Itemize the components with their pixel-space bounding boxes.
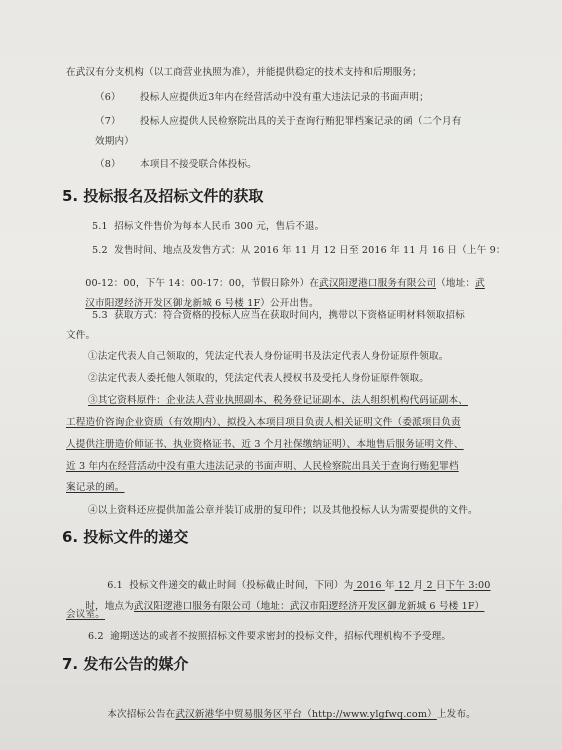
deadline-month: 12 (394, 580, 414, 591)
section-heading: 7. 发布公告的媒介 (62, 655, 189, 673)
company-address: 汉市阳逻经济开发区御龙新城 6 号楼 1F (85, 298, 261, 309)
platform-link: 武汉新港华中贸易服务区平台（http://www.ylgfwq.com） (175, 709, 437, 720)
deadline-day: 2 (423, 580, 436, 591)
company-name: 武汉阳逻港口服务有限公司 (319, 278, 437, 289)
deadline-time: 下午 3:00 (445, 580, 491, 591)
section-heading: 5. 投标报名及招标文件的获取 (62, 187, 264, 205)
document-page: 在武汉有分支机构（以工商营业执照为准），并能提供稳定的技术支持和后期服务； （6） 投标人应提供近3年内在经营活动中没有重大违法记录的书面声明； （7） 投标人应提供人民检察院出具的关于查询行贿犯罪档案记录的函（二个月有 效期内） （8） 本项目不接受联合体投标。 5. 投标报名及招标文件的获取 5.1 招标文件售价为每本人民币 300 元，售后不退。 5.2 发售时间、地点及发售方式：从 2016 年 11 月 12 日至 2016 年 11 月 16 日（上午 9： 00-12：00，下午 14：00-17：00，节假日除外）在武汉阳逻港口服务有限公司（地址：武 汉市阳逻经济开发区御龙新城 6 号楼 1F）公开出售。 5.3 获取方式：符合资格的投标人应当在获取时间内，携带以下资格证明材料领取招标 文件。 ①法定代表人自己领取的，凭法定代表人身份证明书及法定代表人身份证原件领取。 ②法定代表人委托他人领取的，凭法定代表人授权书及受托人身份证原件领取。 ③其它资料原件：企业法人营业执照副本、税务登记证副本、法人组织机构代码证副本、 工程造价咨询企业资质（有效期内）、拟投入本项目项目负责人相关证明文件（委派项目负责 人提供注册造价师证书、执业资格证书、近 3 个月社保缴纳证明）、本地售后服务证明文件、 近 3 年内在经营活动中没有重大违法记录的书面声明、人民检察院出具关于查询行贿犯罪档 案记录的函。 ④以上资料还应提供加盖公章并装订成册的复印件；以及其他投标人认为需要提供的文件。 6. 投标文件的递交 6.1 投标文件递交的截止时间（投标截止时间，下同）为 2016 年 12 月 2 日下午 3:00 时，地点为武汉阳逻港口服务有限公司（地址：武汉市阳逻经济开发区御龙新城 6 号楼 1F） 会议室。 6.2 逾期送达的或者不按照招标文件要求密封的投标文件，招标代理机构不予受理。 7. 发布公告的媒介 本次招标公告在武汉新港华中贸易服务区平台（http://www.ylgfwq.com）上发布。 (62, 67, 506, 720)
submission-location: 武汉阳逻港口服务有限公司（地址：武汉市阳逻经济开发区御龙新城 6 号楼 1F） (133, 601, 485, 612)
section-heading: 6. 投标文件的递交 (62, 528, 189, 546)
deadline-year: 2016 (353, 580, 385, 591)
